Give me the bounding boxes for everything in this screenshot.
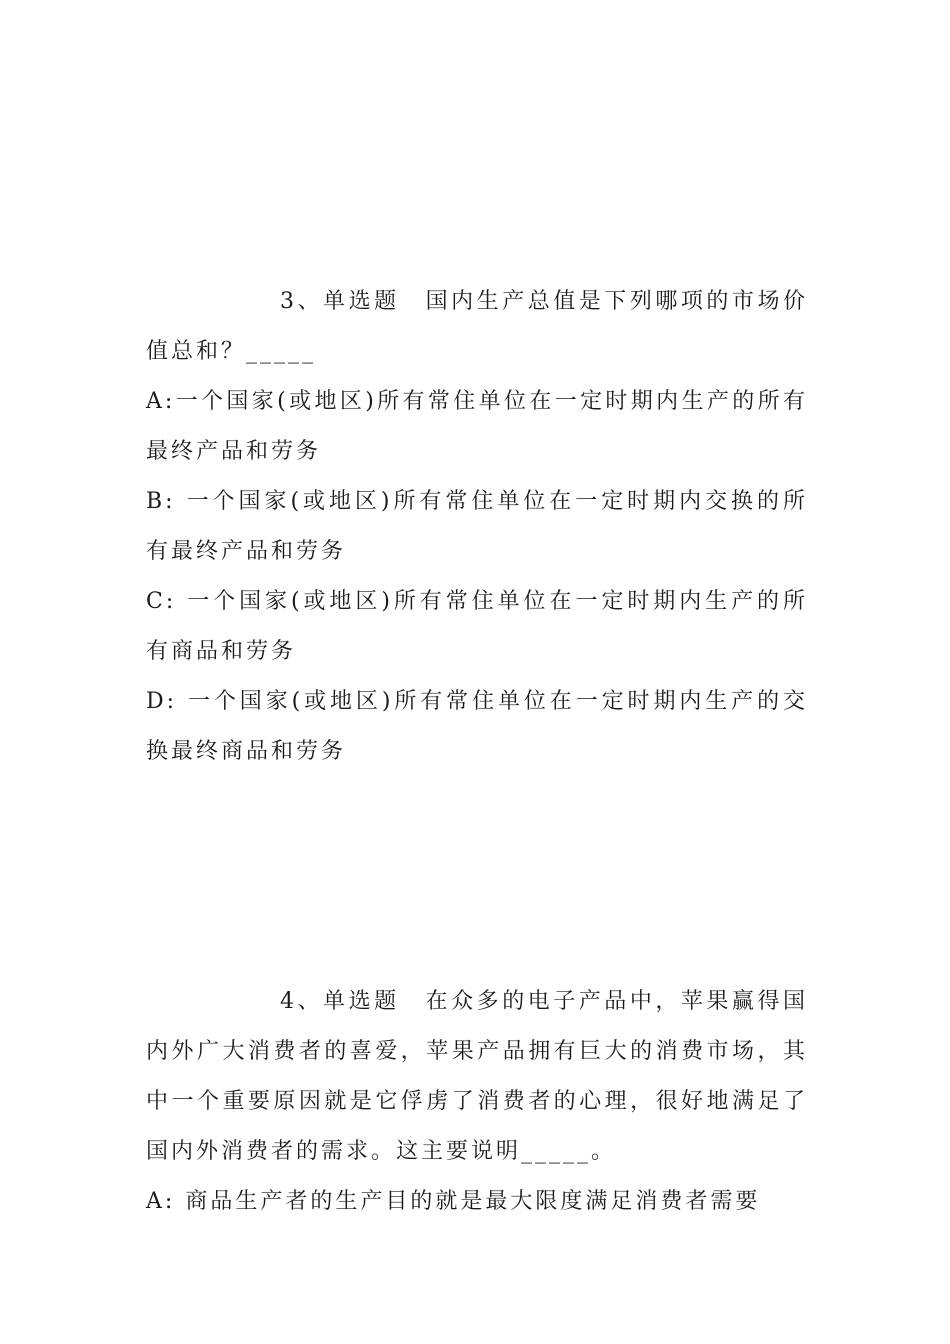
- option-text: 一个国家(或地区)所有常住单位在一定时期内生产的所有最终产品和劳务: [146, 389, 808, 464]
- option-a: [146, 377, 808, 477]
- question-stem: [146, 277, 808, 377]
- option-letter: C:: [146, 589, 177, 614]
- option-c: [146, 577, 808, 677]
- option-letter: B:: [146, 489, 176, 514]
- question-number: 3、: [280, 289, 324, 314]
- question-number: 4、: [280, 989, 324, 1014]
- option-text: 一个国家(或地区)所有常住单位在一定时期内生产的交换最终商品和劳务: [146, 689, 808, 764]
- option-a: [146, 1177, 808, 1227]
- option-letter: A:: [146, 1189, 176, 1214]
- option-text: 一个国家(或地区)所有常住单位在一定时期内交换的所有最终产品和劳务: [146, 489, 808, 564]
- option-text: 一个国家(或地区)所有常住单位在一定时期内生产的所有商品和劳务: [146, 589, 808, 664]
- option-b: [146, 477, 808, 577]
- question-text: 在众多的电子产品中，苹果赢得国内外广大消费者的喜爱，苹果产品拥有巨大的消费市场，其中一个重要原因就是它俘虏了消费者的心理，很好地满足了国内外消费者的需求。这主要说明_____。: [146, 989, 808, 1164]
- option-d: [146, 677, 808, 777]
- option-letter: D:: [146, 689, 178, 714]
- question-type: 单选题: [323, 989, 400, 1014]
- option-text: 商品生产者的生产目的就是最大限度满足消费者需要: [185, 1189, 761, 1214]
- question-text: 国内生产总值是下列哪项的市场价值总和？_____: [146, 289, 808, 364]
- question-4: [146, 977, 808, 1227]
- question-stem: [146, 977, 808, 1177]
- question-3: [146, 277, 808, 777]
- option-letter: A:: [146, 389, 176, 414]
- question-type: 单选题: [323, 289, 400, 314]
